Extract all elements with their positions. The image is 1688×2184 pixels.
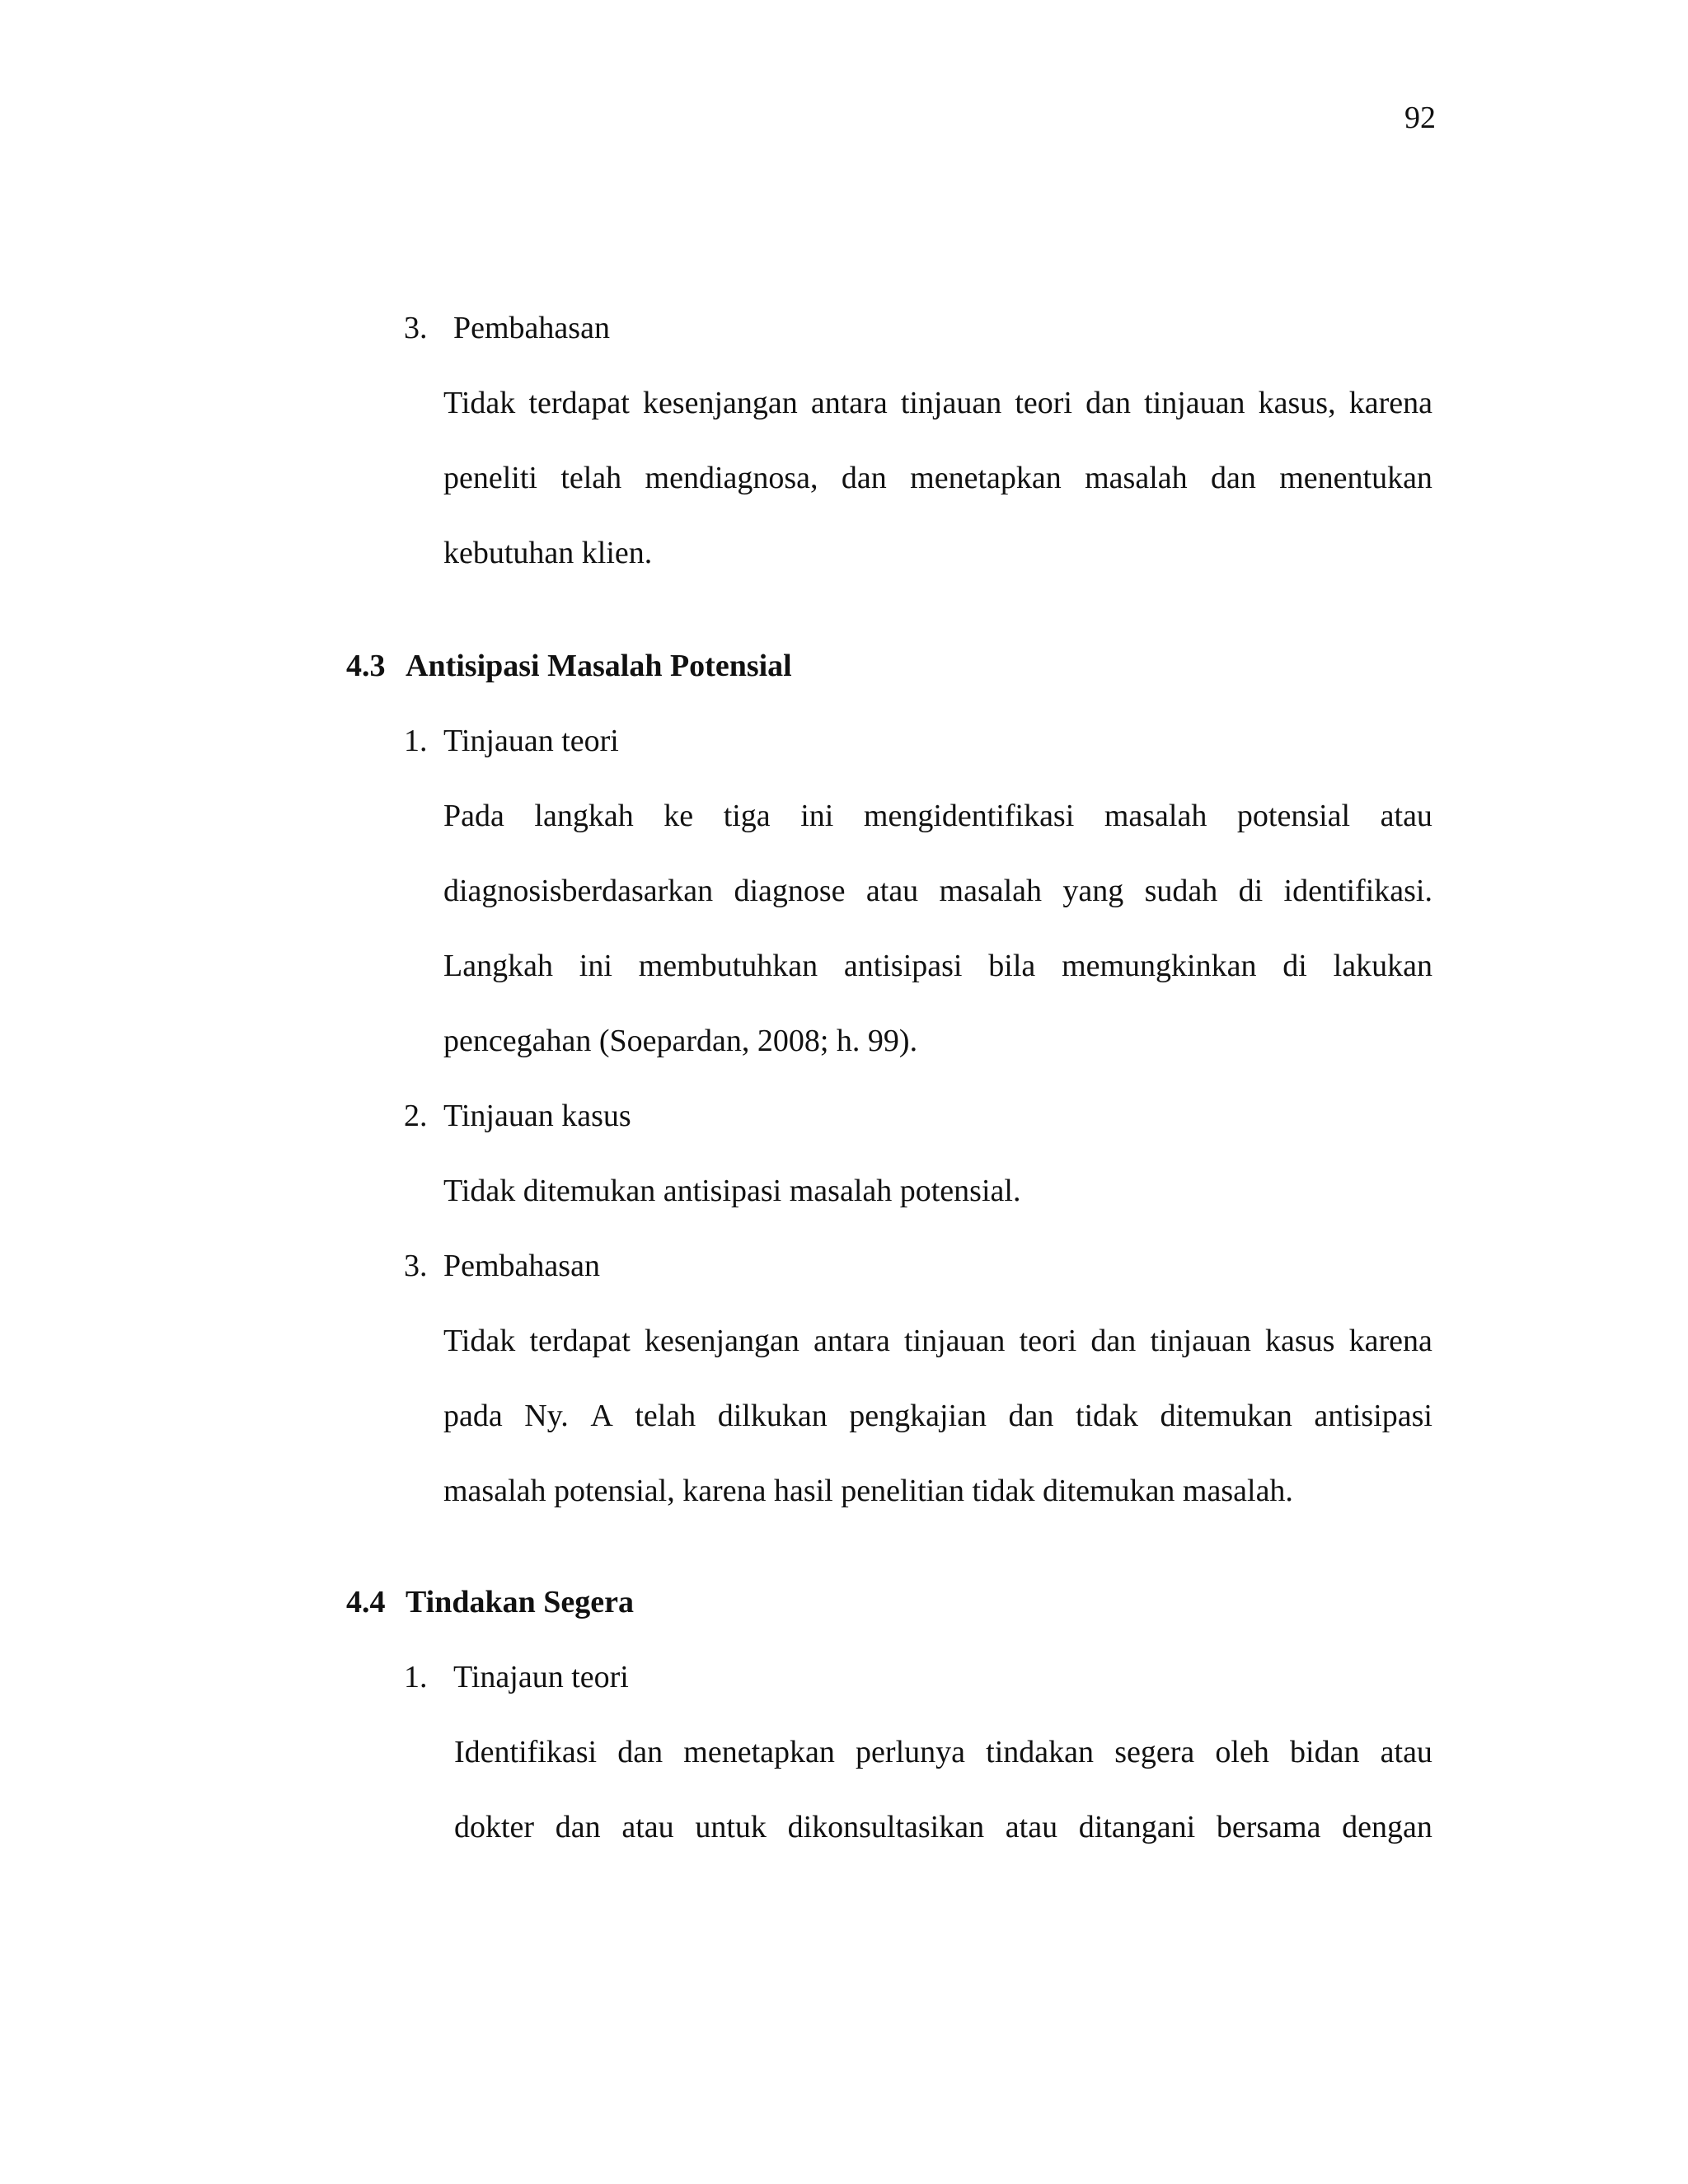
list-item-number: 3. xyxy=(404,1249,428,1283)
paragraph-line: Langkah ini membutuhkan antisipasi bila memungkinkan di lakukan xyxy=(443,949,1432,983)
paragraph-pembahasan-top xyxy=(443,382,1432,607)
section-number: 4.4 xyxy=(346,1585,386,1619)
list-item-tinjauan-teori xyxy=(404,720,619,762)
paragraph-line: pencegahan (Soepardan, 2008; h. 99). xyxy=(443,1024,918,1058)
list-item-tinajaun-teori xyxy=(404,1657,629,1698)
list-item-title: Pembahasan xyxy=(443,1249,600,1283)
section-title: Antisipasi Masalah Potensial xyxy=(406,649,792,683)
paragraph-line: Identifikasi dan menetapkan perlunya tindakan segera oleh bidan atau xyxy=(454,1735,1432,1769)
section-number: 4.3 xyxy=(346,649,386,683)
paragraph-line: Tidak terdapat kesenjangan antara tinjauan teori dan tinjauan kasus karena xyxy=(443,1324,1432,1358)
paragraph-line: Pada langkah ke tiga ini mengidentifikasi masalah potensial atau xyxy=(443,799,1432,833)
paragraph-line: peneliti telah mendiagnosa, dan menetapkan masalah dan menentukan xyxy=(443,461,1432,495)
list-item-title: Tinjauan teori xyxy=(443,724,619,758)
list-item-title: Pembahasan xyxy=(453,311,610,345)
list-item-title: Tinjauan kasus xyxy=(443,1099,631,1133)
paragraph-tinjauan-teori xyxy=(443,795,1432,1095)
paragraph-line: kebutuhan klien. xyxy=(443,536,653,570)
paragraph-tinjauan-kasus xyxy=(443,1170,1432,1245)
paragraph-line: pada Ny. A telah dilkukan pengkajian dan tidak ditemukan antisipasi xyxy=(443,1399,1432,1433)
list-item-number: 1. xyxy=(404,724,428,758)
page-number: 92 xyxy=(1404,101,1436,135)
list-item-pembahasan xyxy=(404,307,610,349)
paragraph-line: Tidak ditemukan antisipasi masalah potensial. xyxy=(443,1174,1021,1208)
section-heading-4-3 xyxy=(346,645,792,687)
list-item-number: 1. xyxy=(404,1660,428,1694)
list-item-title: Tinajaun teori xyxy=(453,1660,629,1694)
paragraph-pembahasan xyxy=(443,1320,1432,1545)
section-title: Tindakan Segera xyxy=(406,1585,634,1619)
paragraph-line: Tidak terdapat kesenjangan antara tinjauan teori dan tinjauan kasus, karena xyxy=(443,386,1432,420)
section-heading-4-4 xyxy=(346,1582,634,1623)
paragraph-line: diagnosisberdasarkan diagnose atau masalah yang sudah di identifikasi. xyxy=(443,874,1432,908)
list-item-tinjauan-kasus xyxy=(404,1095,631,1137)
list-item-pembahasan xyxy=(404,1245,600,1286)
paragraph-line: dokter dan atau untuk dikonsultasikan atau ditangani bersama dengan xyxy=(454,1810,1432,1844)
list-item-number: 3. xyxy=(404,311,428,345)
paragraph-tindakan-segera xyxy=(454,1732,1432,1882)
paragraph-line: masalah potensial, karena hasil penelitian tidak ditemukan masalah. xyxy=(443,1474,1293,1508)
list-item-number: 2. xyxy=(404,1099,428,1133)
